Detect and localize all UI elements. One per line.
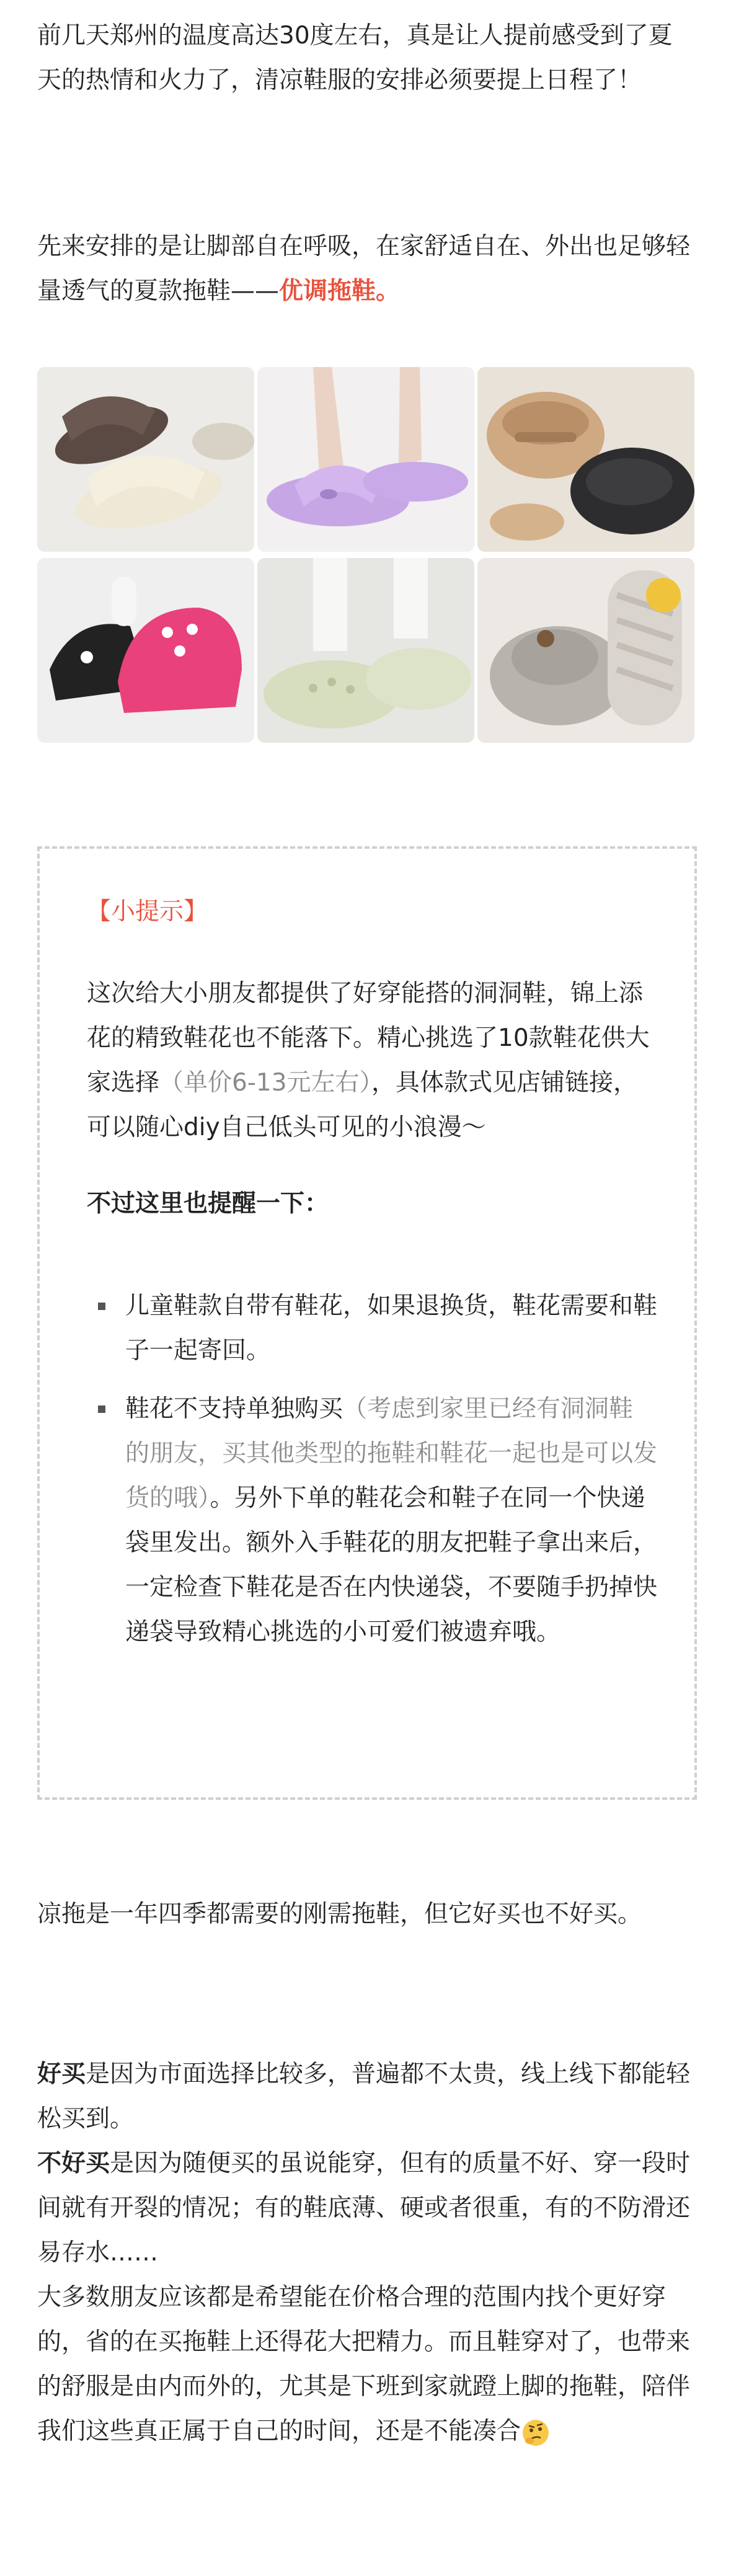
tip-title: 【小提示】 [87, 898, 208, 926]
body-paragraph-3 [37, 2275, 694, 2454]
intro-paragraph-1: 前几天郑州的温度高达30度左右，真是让人提前感受到了夏天的热情和火力了，清凉鞋服的安排必须要提上日程了！ [37, 22, 673, 94]
bad-text: 是因为随便买的虽说能穿，但有的质量不好、穿一段时间就有开裂的情况；有的鞋底薄、硬或者很重，有的不防滑还易存水…… [37, 2149, 691, 2267]
tip-bullet-1 [87, 1284, 657, 1373]
tip-bullet-2-note: （考虑到家里已经有洞洞鞋的朋友，买其他类型的拖鞋和鞋花一起也是可以发货的哦） [125, 1395, 658, 1512]
thinking-face-icon [521, 2418, 551, 2448]
tip-paragraph-text-b: ，具体款式见店铺链接，可以随心diy自己低头可见的小浪漫～ [87, 1069, 638, 1141]
body-paragraph-good [37, 2052, 694, 2141]
tip-bullet-1-text: 儿童鞋款自带有鞋花，如果退换货，鞋花需要和鞋子一起寄回。 [125, 1292, 658, 1365]
body-paragraph-1: 凉拖是一年四季都需要的刚需拖鞋，但它好买也不好买。 [37, 1900, 642, 1928]
bullet-square-icon [98, 1303, 105, 1310]
tip-price-note: （单价6-13元左右） [159, 1069, 372, 1097]
tip-box [37, 846, 697, 1800]
image-clogs-grey-sole[interactable] [477, 558, 694, 743]
body-paragraph-3-text: 大多数朋友应该都是希望能在价格合理的范围内找个更好穿的，省的在买拖鞋上还得花大把精力。而且鞋穿对了，也带来的舒服是由内而外的，尤其是下班到家就蹬上脚的拖鞋，陪伴我们这些真正属于自己的时间，还是不能凑合 [37, 2283, 691, 2445]
good-text: 是因为市面选择比较多，普遍都不太贵，线上线下都能轻松买到。 [37, 2060, 691, 2133]
image-slippers-brown-cream[interactable] [37, 367, 254, 552]
intro-paragraph-2 [37, 224, 694, 314]
good-label: 好买 [37, 2060, 86, 2088]
image-clogs-tan-black[interactable] [477, 367, 694, 552]
tip-bullet-2-text-a: 鞋花不支持单独购买 [125, 1395, 343, 1423]
tip-bullet-2 [87, 1387, 657, 1655]
product-highlight: 优调拖鞋。 [279, 277, 401, 305]
bad-label: 不好买 [37, 2149, 110, 2177]
body-paragraph-bad [37, 2141, 694, 2275]
intro-paragraph-2-text: 先来安排的是让脚部自在呼吸，在家舒适自在、外出也足够轻量透气的夏款拖鞋—— [37, 232, 691, 305]
tip-paragraph [87, 972, 657, 1150]
tip-bullet-2-text [125, 1387, 657, 1655]
tip-paragraph-text-a: 这次给大小朋友都提供了好穿能搭的洞洞鞋，锦上添花的精致鞋花也不能落下。精心挑选了10款鞋花供大家选择 [87, 980, 650, 1097]
image-clogs-sage[interactable] [257, 558, 474, 743]
bullet-square-icon [98, 1405, 105, 1413]
tip-bullet-2-text-b: 。另外下单的鞋花会和鞋子在同一个快递袋里发出。额外入手鞋花的朋友把鞋子拿出来后，一定检查下鞋花是否在内快递袋，不要随手扔掉快递袋导致精心挑选的小可爱们被遗弃哦。 [125, 1484, 658, 1646]
image-clogs-black-pink[interactable] [37, 558, 254, 743]
product-image-grid [37, 367, 694, 743]
tip-reminder-heading: 不过这里也提醒一下： [87, 1190, 329, 1218]
image-slippers-lilac[interactable] [257, 367, 474, 552]
